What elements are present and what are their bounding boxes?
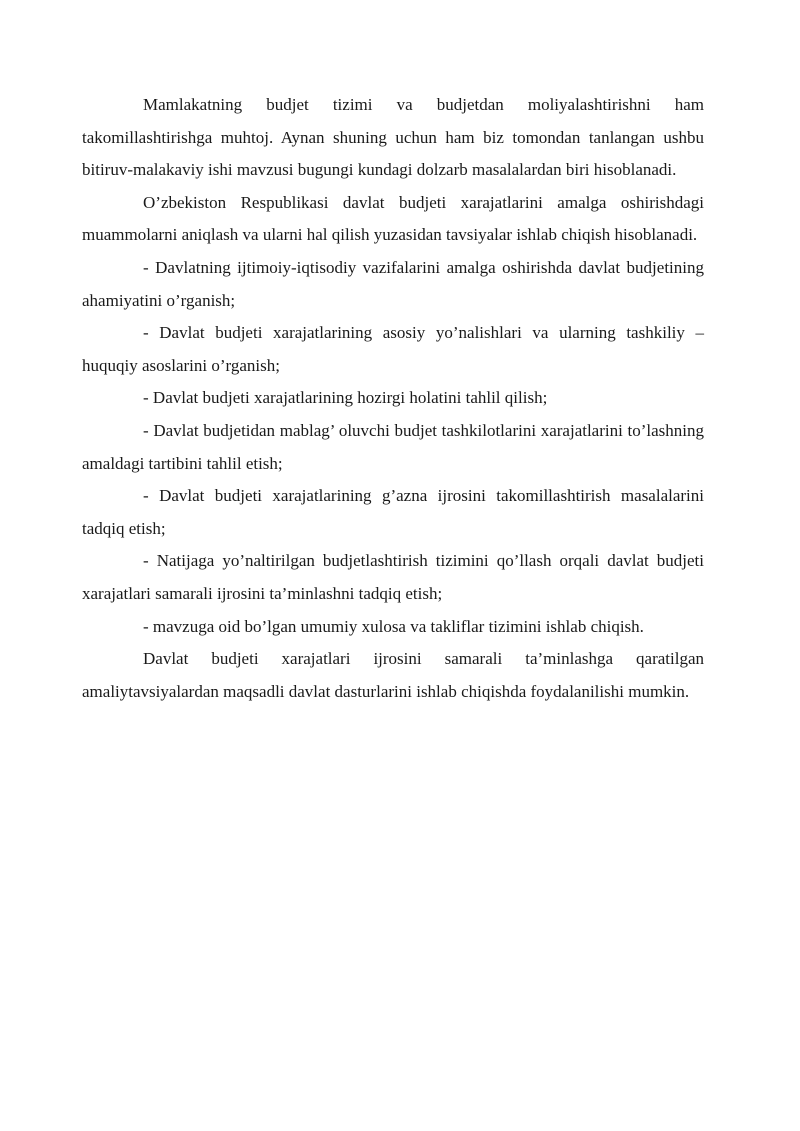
paragraph-purpose: O’zbekiston Respublikasi davlat budjeti xarajatlarini amalga oshirishdagi muammolarni aniqlash va ularni hal qilish yuzasidan tavsiyalar ishlab chiqish hisoblanadi. <box>82 192 704 245</box>
task-item-conclusions: - mavzuga oid bo’lgan umumiy xulosa va takliflar tizimini ishlab chiqish. <box>143 616 644 636</box>
document-page <box>82 89 704 708</box>
task-item-result-budgeting: - Natijaga yo’naltirilgan budjetlashtirish tizimini qo’llash orqali davlat budjeti xarajatlari samarali ijrosini ta’minlashni tadqiq etish; <box>82 551 704 603</box>
task-item-socio-economic: - Davlatning ijtimoiy-iqtisodiy vazifalarini amalga oshirishda davlat budjetining ahamiyatini o’rganish; <box>82 257 704 310</box>
paragraph-application: Davlat budjeti xarajatlari ijrosini samarali ta’minlashga qaratilgan amaliytavsiyalardan maqsadli davlat dasturlarini ishlab chiqishda foydalanilishi mumkin. <box>82 649 704 701</box>
task-item-directions: - Davlat budjeti xarajatlarining asosiy yo’nalishlari va ularning tashkiliy – huquqiy asoslarini o’rganish; <box>82 323 704 375</box>
task-item-payment-procedure: - Davlat budjetidan mablag’ oluvchi budjet tashkilotlarini xarajatlarini to’lashning amaldagi tartibini tahlil etish; <box>82 420 704 473</box>
task-item-current-state: - Davlat budjeti xarajatlarining hozirgi holatini tahlil qilish; <box>143 388 548 408</box>
paragraph-relevance: Mamlakatning budjet tizimi va budjetdan moliyalashtirishni ham takomillashtirishga muhtoj. Aynan shuning uchun ham biz tomondan tanlangan ushbu bitiruv-malakaviy ishi mavzusi bugungi kundagi dolzarb masalalardan biri hisoblanadi. <box>82 95 704 180</box>
task-item-treasury: - Davlat budjeti xarajatlarining g’azna ijrosini takomillashtirish masalalarini tadqiq etish; <box>82 486 704 538</box>
